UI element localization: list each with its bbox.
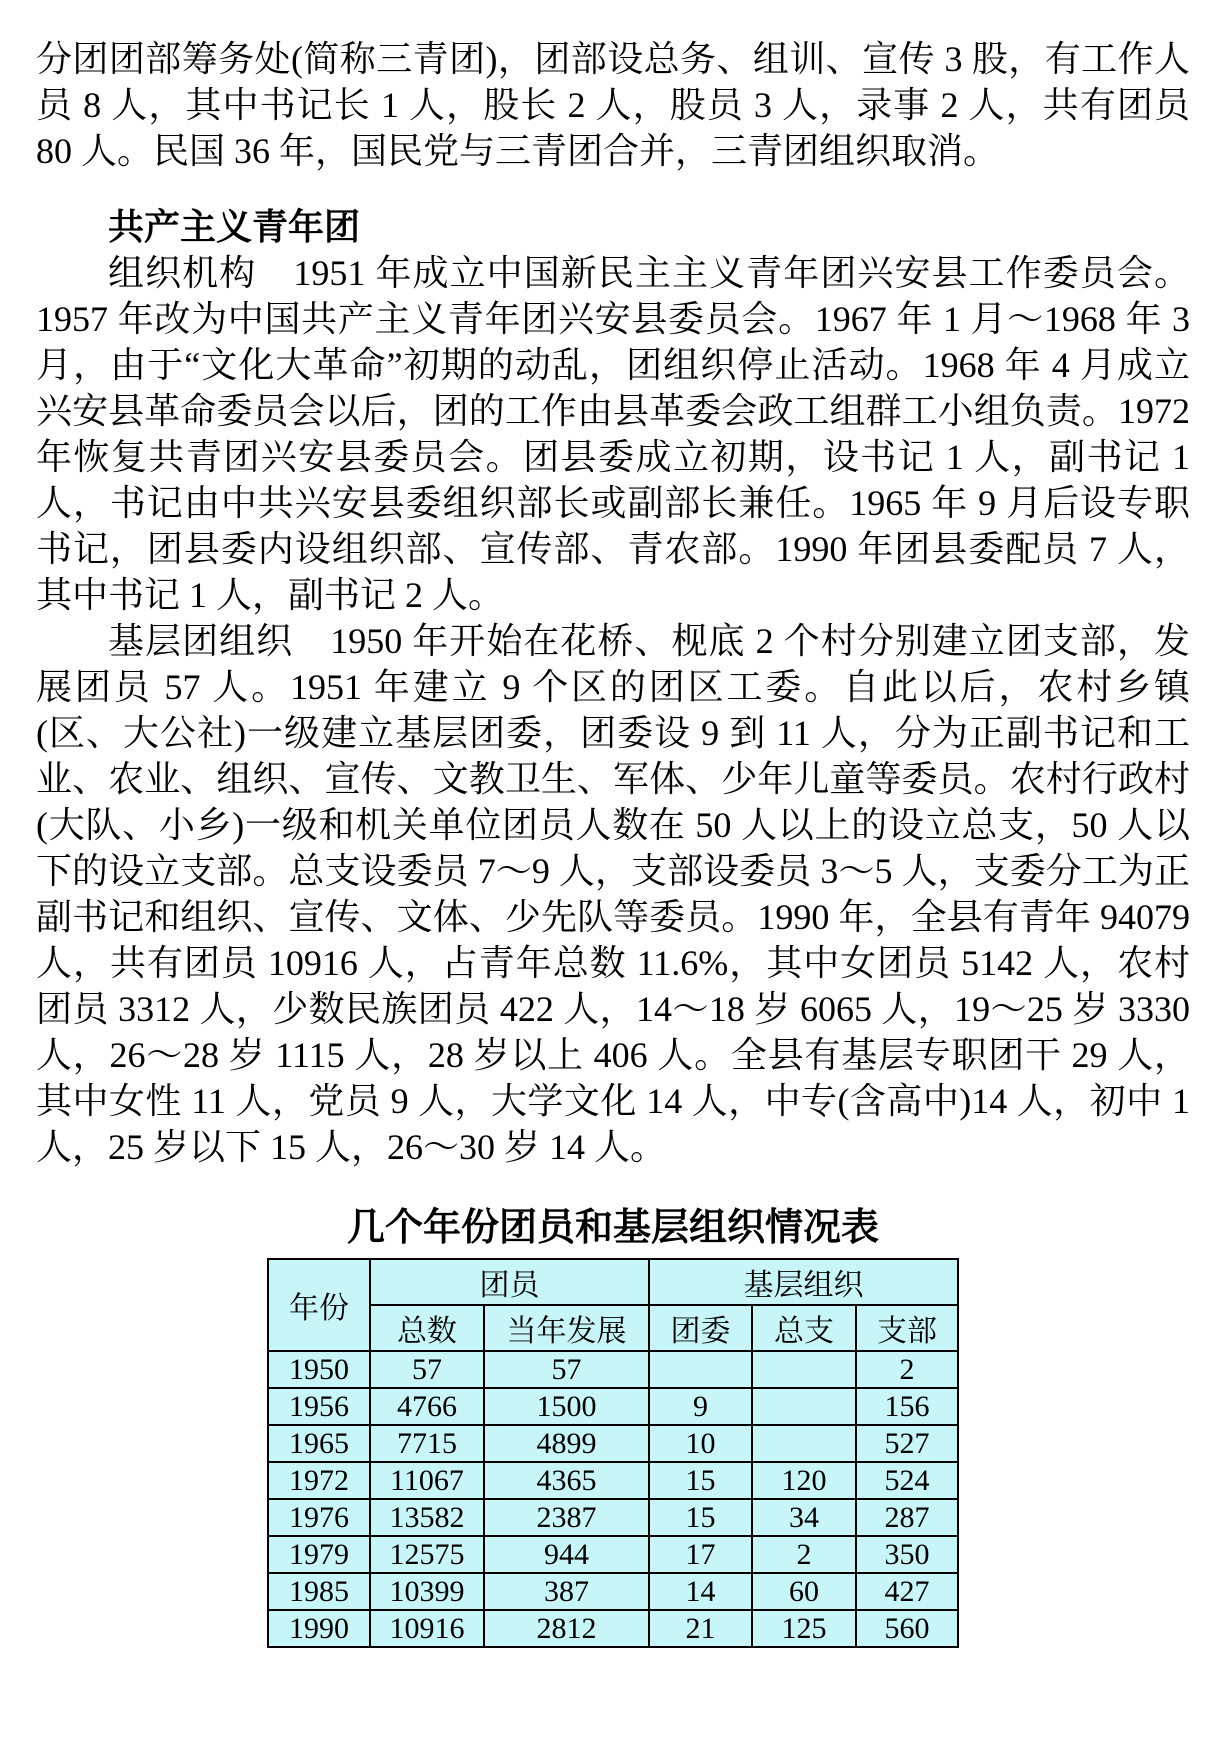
table-cell: 15 — [649, 1462, 752, 1499]
table-cell: 560 — [856, 1610, 958, 1647]
table-header-row-sub — [268, 1305, 958, 1351]
statistics-table — [267, 1258, 959, 1648]
table-cell: 527 — [856, 1425, 958, 1462]
table-cell: 9 — [649, 1388, 752, 1425]
table-cell: 1990 — [268, 1610, 370, 1647]
table-cell — [752, 1351, 856, 1388]
col-header-branch: 支部 — [856, 1305, 958, 1351]
table-header-row-group — [268, 1259, 958, 1305]
table-cell: 4899 — [484, 1425, 649, 1462]
col-header-general-branch: 总支 — [752, 1305, 856, 1351]
table-cell: 21 — [649, 1610, 752, 1647]
table-cell: 1985 — [268, 1573, 370, 1610]
table-row — [268, 1388, 958, 1425]
table-cell: 12575 — [370, 1536, 484, 1573]
table-cell: 287 — [856, 1499, 958, 1536]
table-cell: 34 — [752, 1499, 856, 1536]
col-header-members-group: 团员 — [370, 1259, 649, 1305]
table-cell: 4766 — [370, 1388, 484, 1425]
table-cell: 14 — [649, 1573, 752, 1610]
paragraph-zuzhi-jigou: 组织机构 1951 年成立中国新民主主义青年团兴安县工作委员会。1957 年改为中国共产主义青年团兴安县委员会。1967 年 1 月～1968 年 3 月，由于“文化大革命”初期的动乱，团组织停止活动。1968 年 4 月成立兴安县革命委员会以后，团的工作由县革委会政工组群工小组负责。1972 年恢复共青团兴安县委员会。团县委成立初期，设书记 1 人，副书记 1 人，书记由中共兴安县委组织部长或副部长兼任。1965 年 9 月后设专职书记，团县委内设组织部、宣传部、青农部。1990 年团县委配员 7 人，其中书记 1 人，副书记 2 人。 — [36, 253, 1190, 615]
table-cell: 60 — [752, 1573, 856, 1610]
table-cell: 57 — [370, 1351, 484, 1388]
table-cell: 15 — [649, 1499, 752, 1536]
paragraph-sanqingtuan: 分团团部筹务处(简称三青团)，团部设总务、组训、宣传 3 股，有工作人员 8 人，其中书记长 1 人，股长 2 人，股员 3 人，录事 2 人，共有团员 80 人。民国 36 年，国民党与三青团合并，三青团组织取消。 — [36, 39, 1190, 171]
table-row — [268, 1462, 958, 1499]
table-cell: 2387 — [484, 1499, 649, 1536]
section-heading-gongchanzhuyi-qingniantuan: 共产主义青年团 — [108, 207, 361, 247]
table-cell: 387 — [484, 1573, 649, 1610]
table-cell: 944 — [484, 1536, 649, 1573]
table-cell: 7715 — [370, 1425, 484, 1462]
table-cell — [649, 1351, 752, 1388]
col-header-total: 总数 — [370, 1305, 484, 1351]
table-cell: 2812 — [484, 1610, 649, 1647]
table-cell: 4365 — [484, 1462, 649, 1499]
table-cell: 1979 — [268, 1536, 370, 1573]
table-title: 几个年份团员和基层组织情况表 — [346, 1207, 879, 1249]
table-cell: 350 — [856, 1536, 958, 1573]
table-cell: 1500 — [484, 1388, 649, 1425]
col-header-year: 年份 — [268, 1259, 370, 1351]
table-cell: 10916 — [370, 1610, 484, 1647]
table-cell: 1956 — [268, 1388, 370, 1425]
table-cell — [752, 1425, 856, 1462]
table-cell: 1950 — [268, 1351, 370, 1388]
table-cell — [752, 1388, 856, 1425]
table-cell: 2 — [752, 1536, 856, 1573]
col-header-year-developed: 当年发展 — [484, 1305, 649, 1351]
table-cell: 156 — [856, 1388, 958, 1425]
table-cell: 1976 — [268, 1499, 370, 1536]
table-cell: 13582 — [370, 1499, 484, 1536]
table-cell: 11067 — [370, 1462, 484, 1499]
table-cell: 1972 — [268, 1462, 370, 1499]
table-cell: 524 — [856, 1462, 958, 1499]
table-row — [268, 1499, 958, 1536]
table-cell: 125 — [752, 1610, 856, 1647]
paragraph-jiceng-tuanzuzhi: 基层团组织 1950 年开始在花桥、枧底 2 个村分别建立团支部，发展团员 57 人。1951 年建立 9 个区的团区工委。自此以后，农村乡镇(区、大公社)一级建立基层团委，团委设 9 到 11 人，分为正副书记和工业、农业、组织、宣传、文教卫生、军体、少年儿童等委员。农村行政村(大队、小乡)一级和机关单位团员人数在 50 人以上的设立总支，50 人以下的设立支部。总支设委员 7～9 人，支部设委员 3～5 人，支委分工为正副书记和组织、宣传、文体、少先队等委员。1990 年，全县有青年 94079 人，共有团员 10916 人，占青年总数 11.6%，其中女团员 5142 人，农村团员 3312 人，少数民族团员 422 人，14～18 岁 6065 人，19～25 岁 3330 人，26～28 岁 1115 人，28 岁以上 406 人。全县有基层专职团干 29 人，其中女性 11 人，党员 9 人，大学文化 14 人，中专(含高中)14 人，初中 1 人，25 岁以下 15 人，26～30 岁 14 人。 — [36, 621, 1190, 1167]
table-row — [268, 1425, 958, 1462]
table-cell: 17 — [649, 1536, 752, 1573]
table-row — [268, 1536, 958, 1573]
table-row — [268, 1573, 958, 1610]
table-cell: 10 — [649, 1425, 752, 1462]
col-header-org-group: 基层组织 — [649, 1259, 958, 1305]
table-cell: 57 — [484, 1351, 649, 1388]
col-header-league-committee: 团委 — [649, 1305, 752, 1351]
table-cell: 120 — [752, 1462, 856, 1499]
table-row — [268, 1610, 958, 1647]
table-cell: 10399 — [370, 1573, 484, 1610]
table-cell: 2 — [856, 1351, 958, 1388]
table-cell: 427 — [856, 1573, 958, 1610]
table-cell: 1965 — [268, 1425, 370, 1462]
table-row — [268, 1351, 958, 1388]
